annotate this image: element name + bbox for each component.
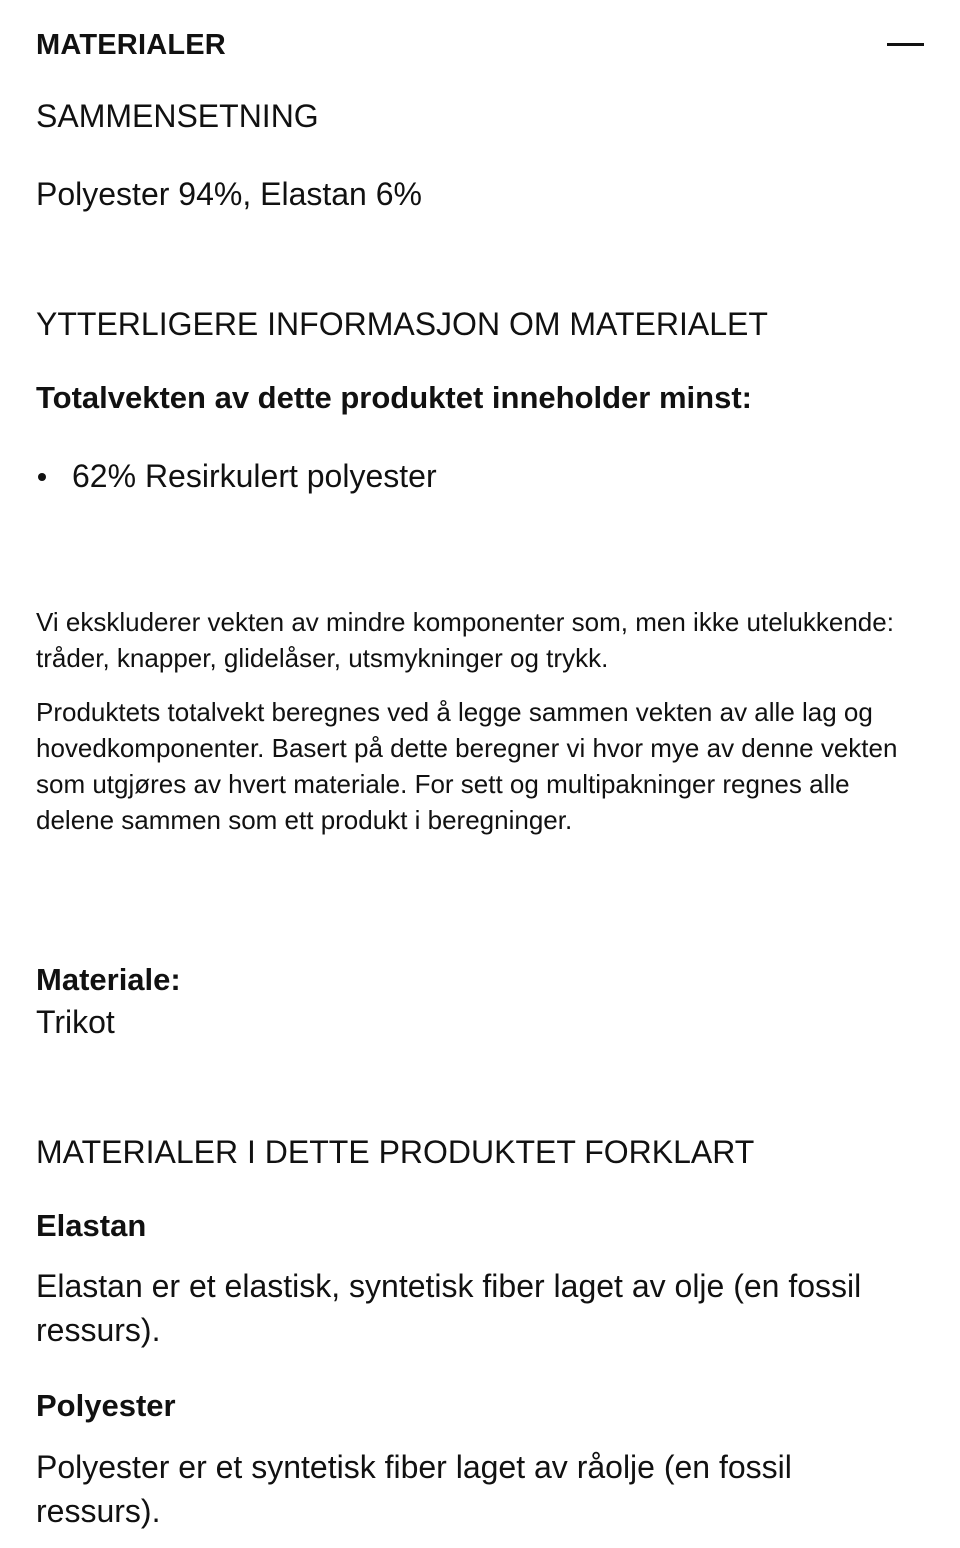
material-label: Materiale: bbox=[36, 962, 181, 997]
calculation-note: Produktets totalvekt beregnes ved å legge sammen vekten av alle lag og hovedkomponenter. Basert på dette beregner vi hvor mye av denne vekten som utgjøres av hvert materiale. For sett og multipakninger regnes alle delene sammen som ett produkt i beregninger. bbox=[36, 697, 898, 835]
composition-value: Polyester 94%, Elastan 6% bbox=[36, 176, 422, 212]
elastan-description: Elastan er et elastisk, syntetisk fiber laget av olje (en fossil ressurs). bbox=[36, 1268, 862, 1348]
composition-heading: SAMMENSETNING bbox=[36, 98, 319, 134]
minus-icon bbox=[887, 43, 924, 46]
polyester-description: Polyester er et syntetisk fiber laget av råolje (en fossil ressurs). bbox=[36, 1449, 792, 1529]
total-weight-lead: Totalvekten av dette produktet inneholder minst: bbox=[36, 380, 752, 415]
additional-info-heading: YTTERLIGERE INFORMASJON OM MATERIALET bbox=[36, 306, 768, 342]
explained-heading: MATERIALER I DETTE PRODUKTET FORKLART bbox=[36, 1134, 755, 1170]
exclusion-note: Vi ekskluderer vekten av mindre komponenter som, men ikke utelukkende: tråder, knapper, glidelåser, utsmykninger og trykk. bbox=[36, 607, 894, 673]
collapse-button[interactable] bbox=[884, 26, 924, 64]
materials-accordion-header[interactable] bbox=[36, 26, 924, 66]
polyester-name: Polyester bbox=[36, 1388, 176, 1423]
recycled-content-item: 62% Resirkulert polyester bbox=[72, 458, 437, 494]
bullet-icon bbox=[38, 473, 46, 481]
section-title: MATERIALER bbox=[36, 29, 226, 61]
elastan-name: Elastan bbox=[36, 1208, 147, 1243]
material-value: Trikot bbox=[36, 1004, 115, 1040]
